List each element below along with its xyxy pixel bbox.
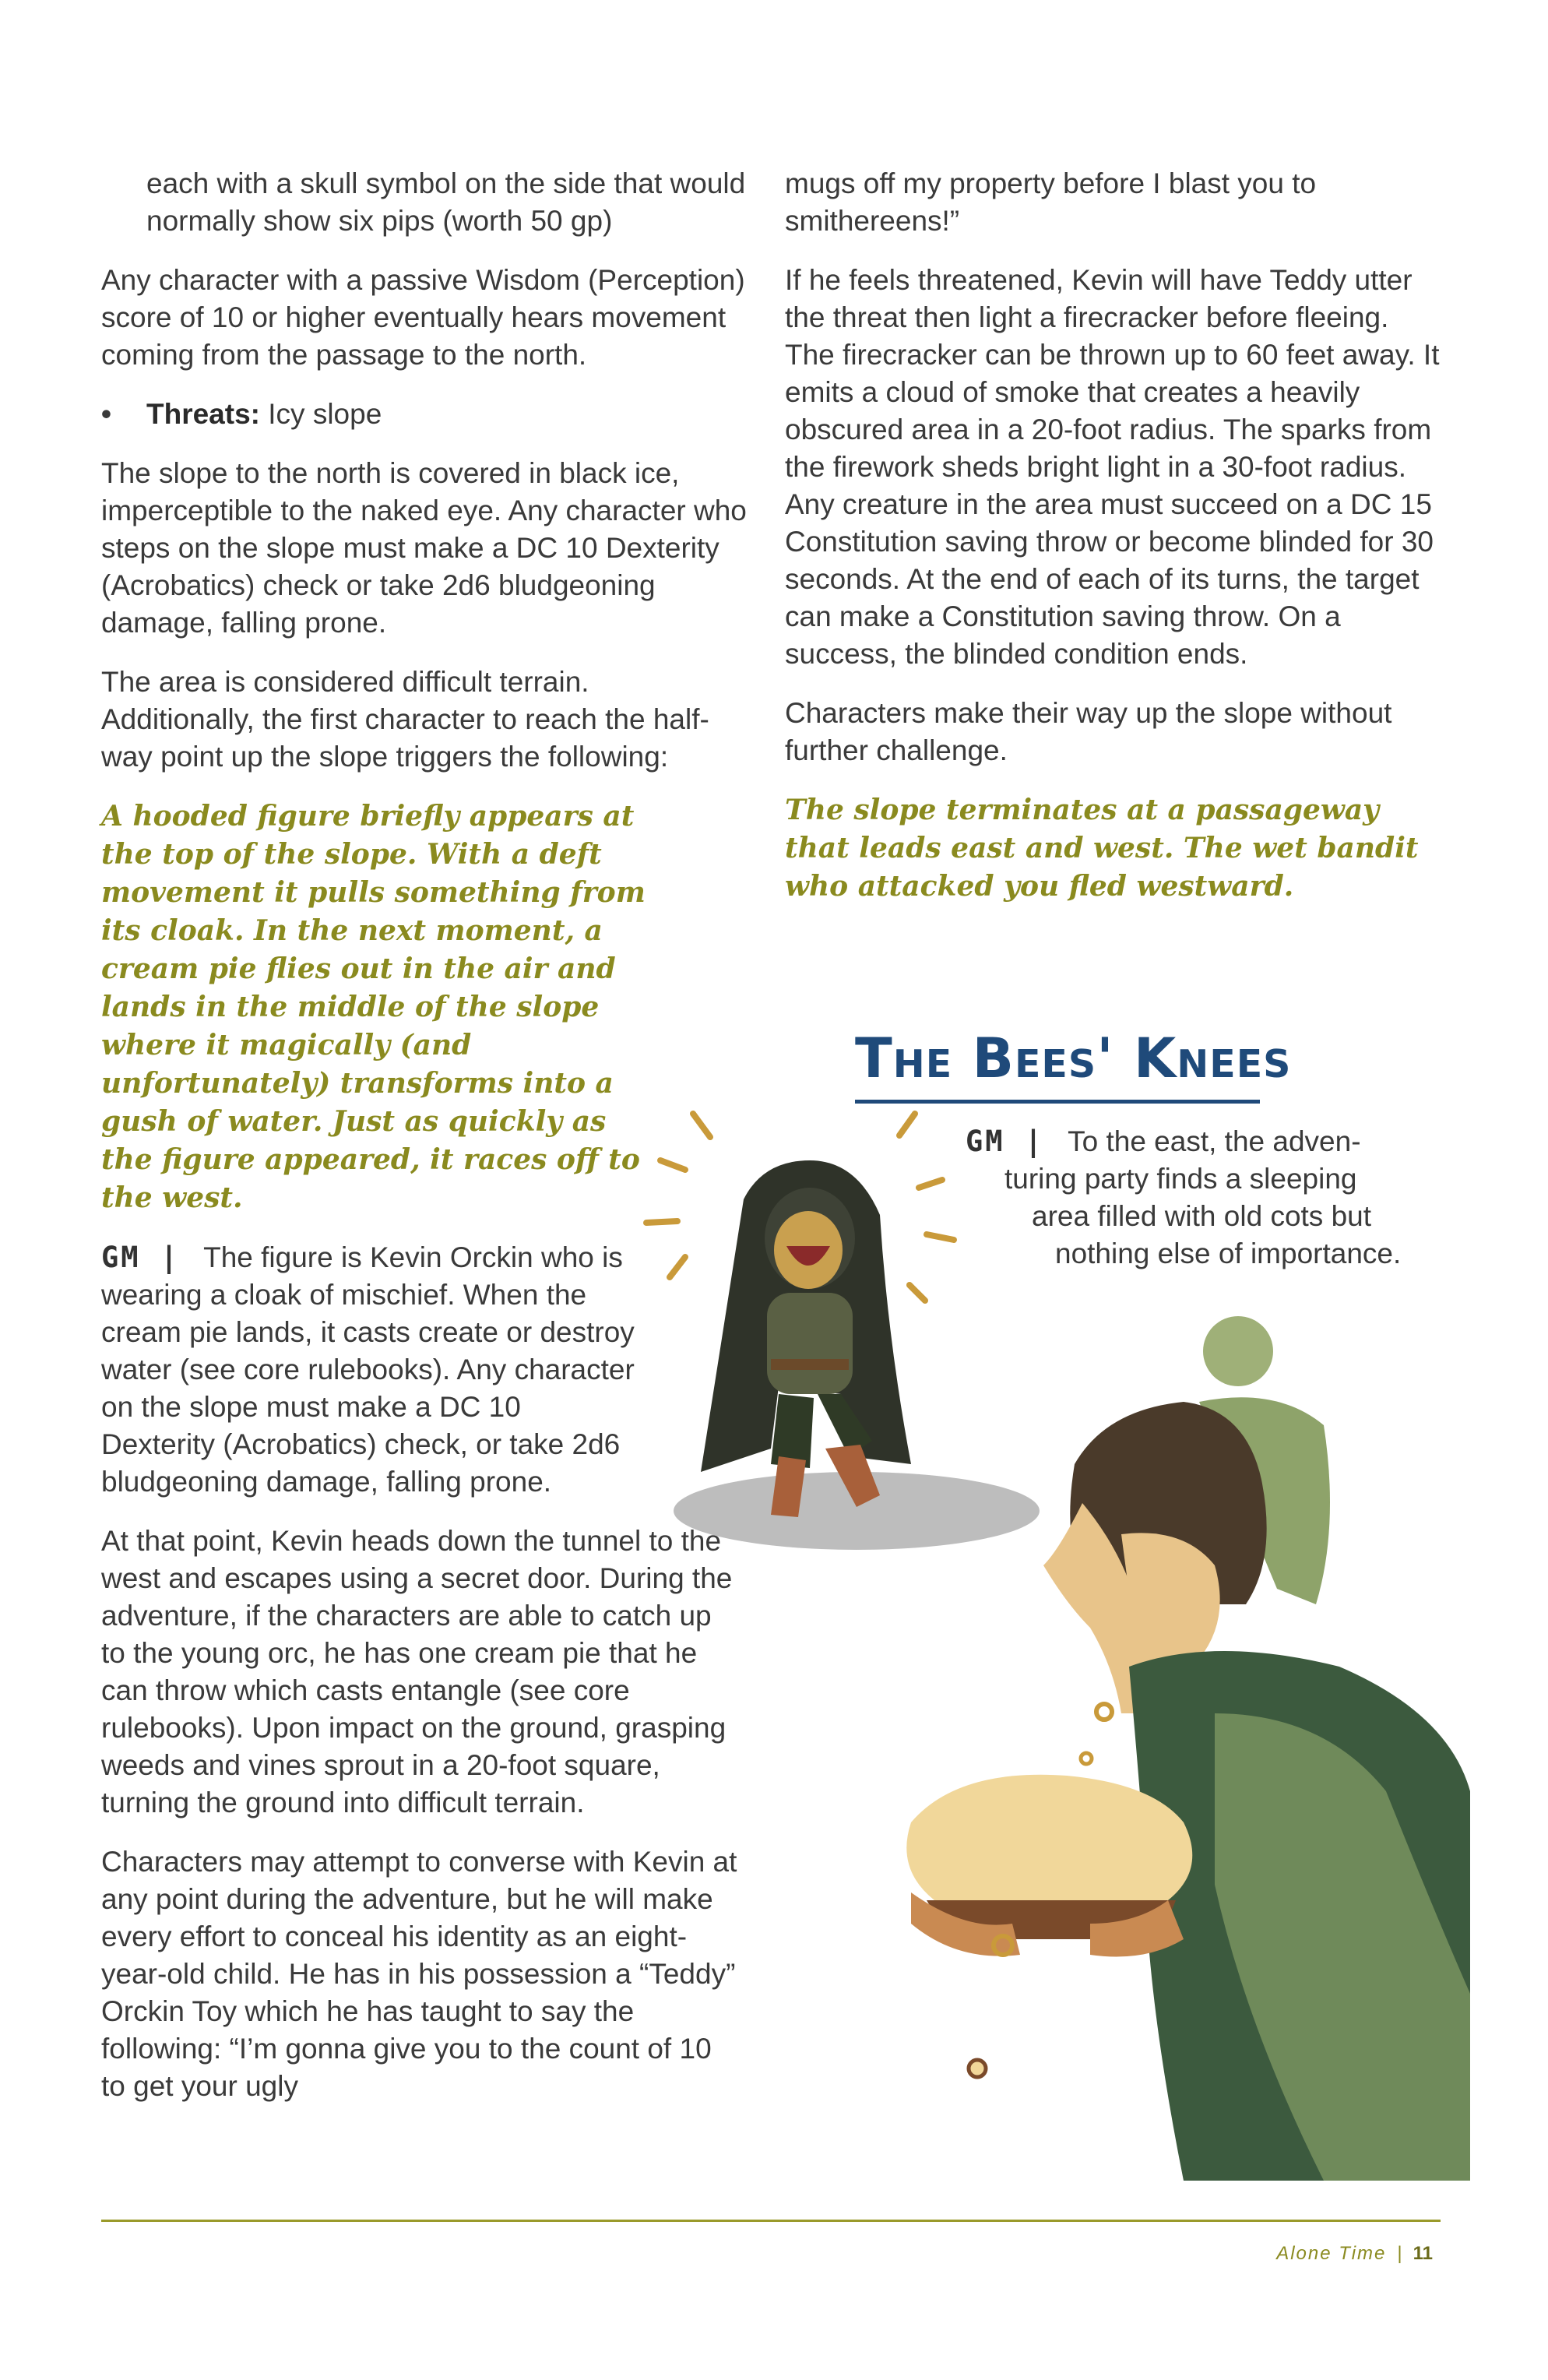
sidebar-gm-label: GM | — [966, 1125, 1045, 1158]
elf-with-pie-figure — [906, 1316, 1470, 2181]
footer-separator: | — [1397, 2243, 1402, 2264]
sidebar-title: The Bees' Knees — [855, 1026, 1292, 1090]
paragraph-dice: each with a skull symbol on the side that would normally show six pips (worth 50 gp) — [146, 167, 746, 237]
footer-title: Alone Time — [1276, 2243, 1387, 2264]
paragraph-converse: Characters may attempt to converse with Kevin at any point during the adventure, but he will make every effort to conceal his identity as an eight-year-old child. He has in his possession a “Teddy” Orckin Toy which he has taught to say the following: “I’m gonna give you to the count of 10 to get your ugly — [101, 1846, 737, 2102]
paragraph-escape: At that point, Kevin heads down the tunnel to the west and escapes using a secret door. During the adventure, if the characters are able to catch up to the young orc, he has one cream pie that he can throw which casts entangle (see core rulebooks). Upon impact on the ground, grasping weeds and vines sprout in a 20-foot square, turning the ground into difficult terrain. — [101, 1525, 733, 1818]
paragraph-no-challenge: Characters make their way up the slope without further challenge. — [785, 697, 1392, 766]
threats-value: Icy slope — [268, 398, 382, 430]
sidebar-text-2: turing party finds a sleeping — [1004, 1163, 1357, 1195]
gm-label: GM | — [101, 1241, 181, 1274]
gm-text: The figure is Kevin Orckin who is wearing a cloak of mischief. When the cream pie lands, it casts create or destroy water (see core rulebooks). Any character on the slope must make a DC 10 Dexterity (Acrobatics) check, or take 2d6 bludgeoning damage, falling prone. — [101, 1241, 635, 1498]
small-orc-figure — [701, 1160, 911, 1517]
paragraph-terrain: The area is considered difficult terrain. Additionally, the first character to reach the half-way point up the slope triggers the following: — [101, 666, 709, 773]
paragraph-mugs: mugs off my property before I blast you to smithereens!” — [785, 167, 1317, 237]
sidebar-text-4: nothing else of importance. — [1055, 1238, 1402, 1269]
sidebar-text-1: To the east, the adven- — [1068, 1125, 1361, 1157]
page-number: 11 — [1413, 2243, 1433, 2264]
sidebar-text-3: area filled with old cots but — [1032, 1200, 1372, 1232]
sidebar-title-underline — [855, 1100, 1260, 1104]
sidebar-line-1 — [966, 1123, 1441, 1160]
sidebar-line-2 — [1004, 1160, 1441, 1198]
paragraph-firecracker: If he feels threatened, Kevin will have Teddy utter the threat then light a firecracker before fleeing. The firecracker can be thrown up to 60 feet away. It emits a cloud of smoke that creates a heavily obscured area in a 20-foot radius. The sparks from the firework sheds bright light in a 30-foot radius. Any creature in the area must succeed on a DC 15 Constitution saving throw or become blinded for 30 seconds. At the end of each of its turns, the target can make a Constitution saving throw. On a success, the blinded condition ends. — [785, 264, 1440, 670]
readaloud-passageway: The slope terminates at a passageway that leads east and west. The wet bandit who attacked you fled westward. — [785, 794, 1419, 903]
bullet-marker: • — [101, 398, 111, 430]
threats-label: Threats: — [146, 398, 260, 430]
readaloud-hooded-figure: A hooded figure briefly appears at the top of the slope. With a deft movement it pulls something from its cloak. In the next moment, a cream pie flies out in the air and lands in the middle of the slope where it magically (and unfortunately) transforms into a gush of water. Just as quickly as the figure appeared, it races off to the west. — [101, 800, 646, 1214]
sidebar-line-3 — [1032, 1198, 1441, 1235]
paragraph-slope: The slope to the north is covered in black ice, imperceptible to the naked eye. Any character who steps on the slope must make a DC 10 Dexterity (Acrobatics) check or take 2d6 bludgeoning damage, falling prone. — [101, 457, 747, 639]
page-footer — [1276, 2243, 1433, 2265]
paragraph-perception: Any character with a passive Wisdom (Perception) score of 10 or higher eventually hears movement coming from the passage to the north. — [101, 264, 745, 371]
sidebar-gm-note — [966, 1123, 1441, 1273]
footer-rule — [101, 2220, 1441, 2222]
sidebar-line-4 — [1055, 1235, 1441, 1273]
